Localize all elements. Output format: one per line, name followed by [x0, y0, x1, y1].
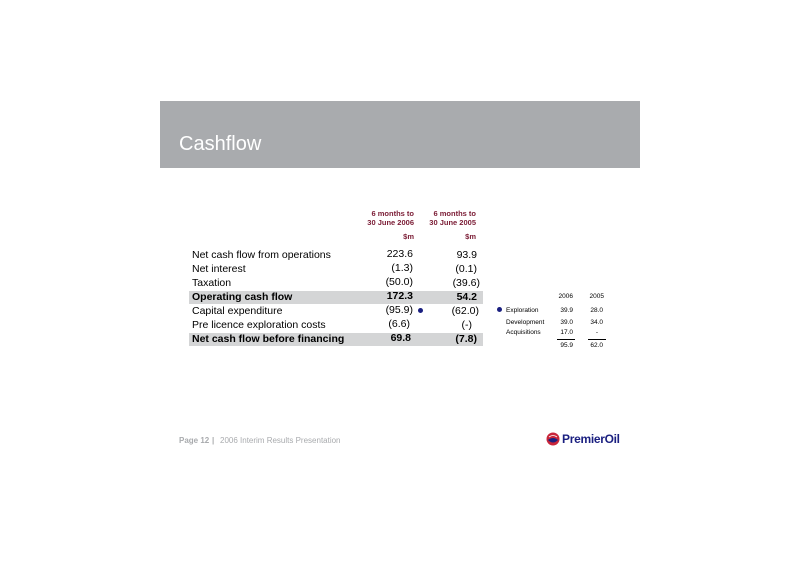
- title-banner: [160, 101, 640, 168]
- row-value-2005: (-): [461, 319, 472, 331]
- unit-label-2006: $m: [403, 232, 414, 241]
- total-underline-2005: [588, 339, 606, 340]
- breakdown-header-2005: 2005: [589, 293, 604, 300]
- logo-globe-icon: [546, 432, 560, 446]
- row-label: Net cash flow before financing: [192, 333, 345, 345]
- row-value-2006: (50.0): [385, 276, 413, 288]
- row-label: Net cash flow from operations: [192, 249, 331, 261]
- breakdown-label: Exploration: [506, 307, 539, 314]
- column-header-2005-line1: 6 months to: [433, 209, 476, 218]
- row-value-2006: (6.6): [388, 318, 410, 330]
- row-label: Taxation: [192, 277, 232, 289]
- row-value-2005: 54.2: [456, 291, 477, 303]
- breakdown-total-2005: 62.0: [590, 342, 603, 349]
- breakdown-label: Acquisitions: [506, 329, 541, 336]
- breakdown-value-2006: 17.0: [560, 329, 573, 336]
- breakdown-value-2006: 39.0: [560, 319, 573, 326]
- breakdown-total-2006: 95.9: [560, 342, 573, 349]
- row-value-2006: (1.3): [391, 262, 413, 274]
- unit-label-2005: $m: [465, 232, 476, 241]
- row-label: Net interest: [192, 263, 246, 275]
- column-header-2006-line1: 6 months to: [371, 209, 414, 218]
- footer-separator: |: [212, 436, 215, 445]
- column-header-2005-line2: 30 June 2005: [429, 218, 476, 227]
- column-header-2006-line2: 30 June 2006: [367, 218, 414, 227]
- row-label: Capital expenditure: [192, 305, 283, 317]
- breakdown-label: Development: [506, 319, 545, 326]
- total-underline-2006: [557, 339, 575, 340]
- breakdown-value-2005: -: [595, 329, 598, 336]
- row-value-2006: 69.8: [390, 332, 411, 344]
- breakdown-value-2005: 28.0: [590, 307, 603, 314]
- row-label: Pre licence exploration costs: [192, 319, 326, 331]
- page-number: Page 12: [179, 436, 210, 445]
- premier-oil-logo: [546, 431, 620, 447]
- column-header-2005: [396, 209, 476, 227]
- row-value-2005: (39.6): [452, 277, 480, 289]
- row-value-2006: 172.3: [386, 290, 413, 302]
- row-value-2005: 93.9: [456, 249, 477, 261]
- breakdown-value-2005: 34.0: [590, 319, 603, 326]
- row-value-2005: (0.1): [455, 263, 477, 275]
- slide-title: Cashflow: [179, 133, 262, 155]
- row-value-2005: (62.0): [451, 305, 479, 317]
- logo-text: PremierOil: [562, 432, 620, 446]
- row-value-2006: (95.9): [385, 304, 413, 316]
- row-value-2006: 223.6: [386, 248, 413, 260]
- presentation-title: 2006 Interim Results Presentation: [220, 436, 341, 445]
- breakdown-value-2006: 39.9: [560, 307, 573, 314]
- breakdown-header-2006: 2006: [558, 293, 573, 300]
- row-label: Operating cash flow: [192, 291, 293, 303]
- row-value-2005: (7.8): [455, 333, 477, 345]
- bullet-icon: [497, 307, 502, 312]
